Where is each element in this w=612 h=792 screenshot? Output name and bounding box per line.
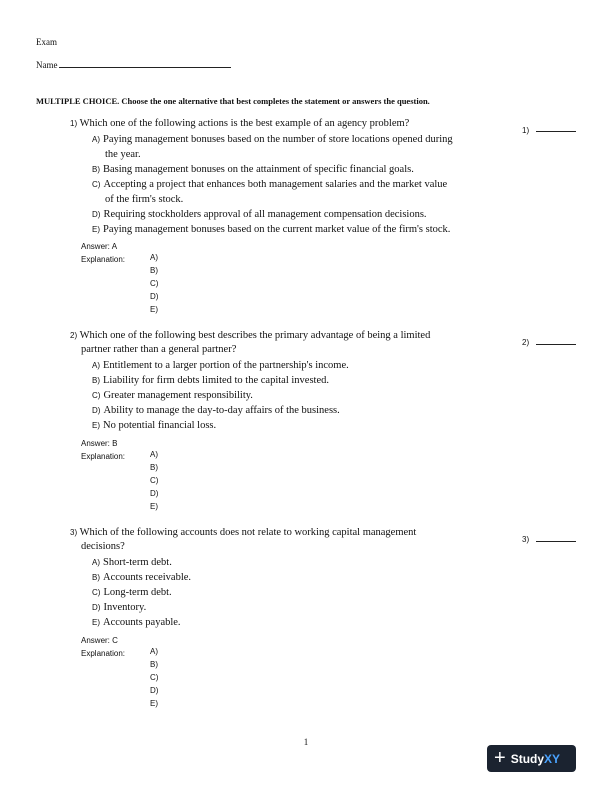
question-2-explanation-b: B) — [150, 463, 158, 472]
question-2-stem-line-1: 2) Which one of the following best describes the primary advantage of being a limited — [70, 330, 431, 341]
question-3-explanation-a: A) — [150, 647, 158, 656]
question-3-explanation-label: Explanation: — [81, 649, 126, 658]
question-1-option-d: D) Requiring stockholders approval of all management compensation decisions. — [92, 209, 427, 220]
question-3-explanation-e: E) — [150, 699, 158, 708]
question-2-explanation-a: A) — [150, 450, 158, 459]
question-2-explanation-d: D) — [150, 489, 159, 498]
studyxy-badge[interactable] — [487, 745, 576, 772]
name-blank-line — [59, 59, 231, 68]
name-label: Name — [36, 60, 58, 70]
question-1-explanation-e: E) — [150, 305, 158, 314]
question-3-explanation-c: C) — [150, 673, 159, 682]
question-1-explanation-label: Explanation: — [81, 255, 126, 264]
question-1-stem-line-1: 1) Which one of the following actions is the best example of an agency problem? — [70, 118, 410, 129]
exam-label: Exam — [36, 37, 57, 47]
question-2-number: 2) — [70, 331, 78, 340]
question-1-explanation-b: B) — [150, 266, 158, 275]
question-3-stem-line-1: 3) Which of the following accounts does not relate to working capital management — [70, 527, 417, 538]
badge-brand-accent: XY — [544, 751, 561, 766]
question-1-option-c-cont: of the firm's stock. — [105, 194, 184, 205]
question-2-option-d: D) Ability to manage the day-to-day affairs of the business. — [92, 405, 340, 416]
answer-slot-1 — [522, 120, 529, 138]
answer-blank-2 — [536, 343, 576, 345]
question-3-option-d: D) Inventory. — [92, 602, 147, 613]
question-3-option-c: C) Long-term debt. — [92, 587, 172, 598]
question-2-option-b: B) Liability for firm debts limited to the capital invested. — [92, 375, 329, 386]
answer-slot-1-number: 1) — [522, 126, 530, 135]
plus-icon: + — [494, 746, 506, 769]
question-2-option-e: E) No potential financial loss. — [92, 420, 217, 431]
question-1-explanation-d: D) — [150, 292, 159, 301]
question-2-explanation-c: C) — [150, 476, 159, 485]
question-1-option-a-cont: the year. — [105, 149, 141, 160]
question-2-explanation-label: Explanation: — [81, 452, 126, 461]
question-2-explanation-e: E) — [150, 502, 158, 511]
question-1-explanation-a: A) — [150, 253, 158, 262]
question-1-option-e: E) Paying management bonuses based on the current market value of the firm's stock. — [92, 224, 451, 235]
question-3-option-e: E) Accounts payable. — [92, 617, 181, 628]
question-2-option-a: A) Entitlement to a larger portion of the partnership's income. — [92, 360, 349, 371]
answer-blank-1 — [536, 130, 576, 132]
question-1-option-b: B) Basing management bonuses on the attainment of specific financial goals. — [92, 164, 414, 175]
answer-slot-2-number: 2) — [522, 338, 530, 347]
question-3-option-b: B) Accounts receivable. — [92, 572, 192, 583]
page-number: 1 — [303, 737, 309, 747]
name-field — [36, 59, 231, 70]
badge-brand-main: Study — [510, 751, 545, 766]
answer-slot-3-number: 3) — [522, 535, 530, 544]
question-1-option-a: A) Paying management bonuses based on the number of store locations opened during — [92, 134, 453, 145]
question-1-number: 1) — [70, 119, 78, 128]
question-3-explanation-b: B) — [150, 660, 158, 669]
question-1-option-c: C) Accepting a project that enhances both management salaries and the market value — [92, 179, 448, 190]
question-3-stem-line-2: decisions? — [81, 541, 125, 552]
question-3-option-a: A) Short-term debt. — [92, 557, 172, 568]
question-2-answer: Answer: B — [81, 439, 118, 448]
question-1-answer: Answer: A — [81, 242, 118, 251]
answer-slot-3 — [522, 529, 529, 547]
question-2-option-c: C) Greater management responsibility. — [92, 390, 253, 401]
question-3-number: 3) — [70, 528, 78, 537]
answer-slot-2 — [522, 332, 529, 350]
section-title: MULTIPLE CHOICE. Choose the one alternative that best completes the statement or answers the question. — [36, 96, 430, 106]
question-3-answer: Answer: C — [81, 636, 118, 645]
question-2-stem-line-2: partner rather than a general partner? — [81, 344, 237, 355]
answer-blank-3 — [536, 540, 576, 542]
question-3-explanation-d: D) — [150, 686, 159, 695]
question-1-explanation-c: C) — [150, 279, 159, 288]
